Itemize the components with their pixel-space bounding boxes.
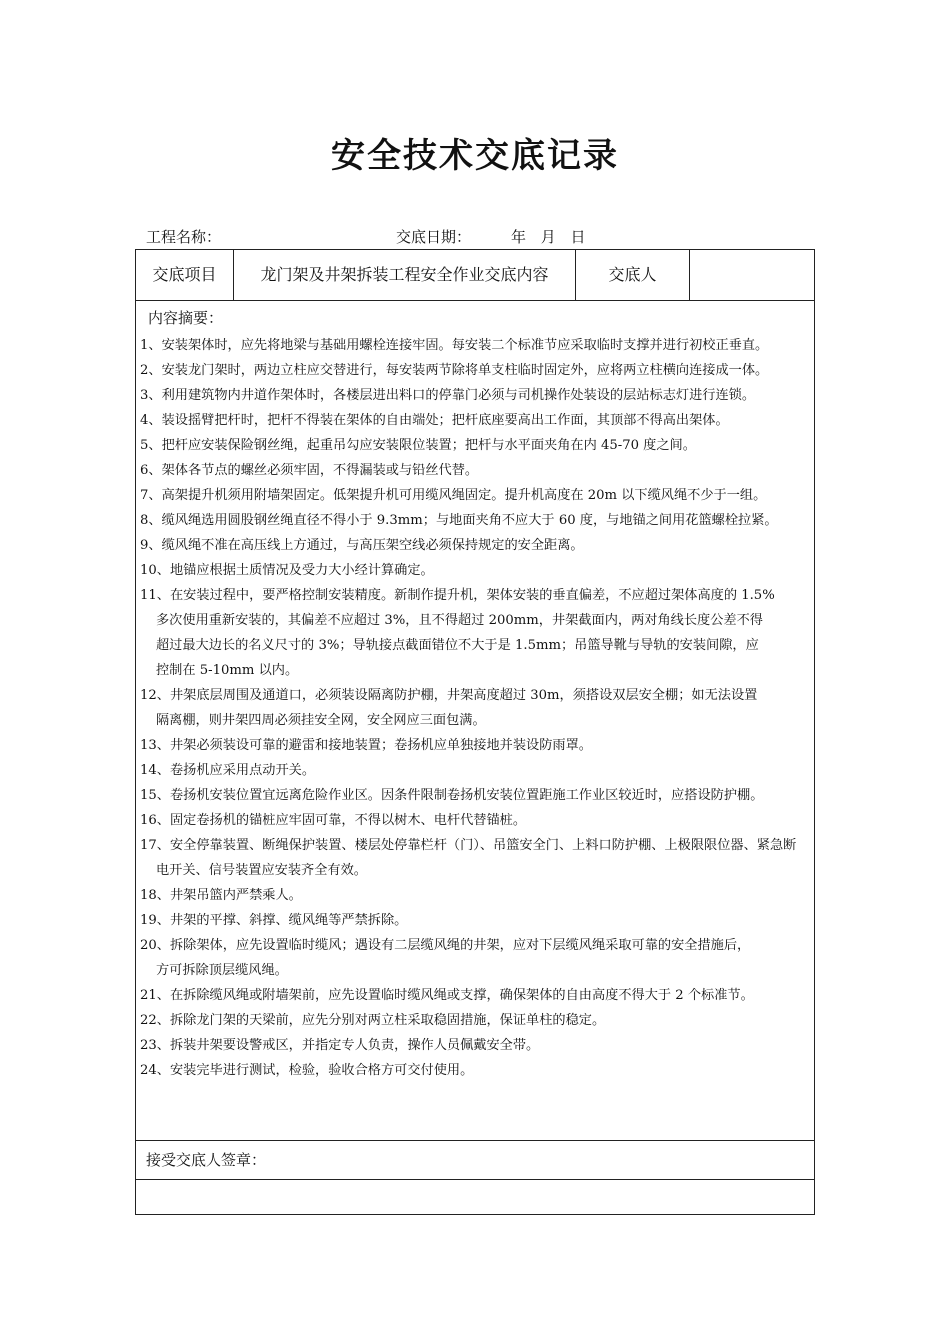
- list-item: [140, 383, 808, 408]
- item-label: 交底项目: [136, 250, 234, 300]
- item-value: 龙门架及井架拆装工程安全作业交底内容: [234, 250, 576, 300]
- list-item: [140, 508, 808, 533]
- list-item: [140, 333, 808, 358]
- list-item-text: 13、井架必须装设可靠的避雷和接地装置；卷扬机应单独接地并装设防雨罩。: [140, 738, 592, 753]
- list-item: [140, 408, 808, 433]
- list-item: [140, 458, 808, 483]
- list-item-text: 8、缆风绳选用圆股钢丝绳直径不得小于 9.3mm；与地面夹角不应大于 60 度，与地锚之间用花篮螺栓拉紧。: [140, 513, 778, 528]
- list-item: [140, 808, 808, 833]
- signature-label: 接受交底人签章：: [146, 1151, 267, 1169]
- list-item: [140, 483, 808, 508]
- list-item-text: 7、高架提升机须用附墙架固定。低架提升机可用缆风绳固定。提升机高度在 20m 以下缆风绳不少于一组。: [140, 488, 767, 503]
- list-item-text: 12、井架底层周围及通道口，必须装设隔离防护棚，井架高度超过 30m，须搭设双层安全棚；如无法设置: [140, 688, 758, 703]
- list-item: [140, 1058, 808, 1083]
- signature-row: [136, 1141, 814, 1180]
- list-item-text: 4、装设摇臂把杆时，把杆不得装在架体的自由端处；把杆底座要高出工作面，其顶部不得高出架体。: [140, 413, 729, 428]
- list-item: [140, 358, 808, 383]
- list-item: [140, 583, 808, 683]
- list-item-text: 6、架体各节点的螺丝必须牢固，不得漏装或与铅丝代替。: [140, 463, 479, 478]
- content-list: [140, 333, 808, 1083]
- list-item: [140, 558, 808, 583]
- list-item-text: 5、把杆应安装保险钢丝绳，起重吊勾应安装限位装置；把杆与水平面夹角在内 45-70 度之间。: [140, 438, 696, 453]
- project-name-label: 工程名称：: [146, 228, 222, 246]
- list-item-text: 23、拆装井架要设警戒区，并指定专人负责，操作人员佩戴安全带。: [140, 1038, 540, 1053]
- list-item: [140, 883, 808, 908]
- list-item-text: 15、卷扬机安装位置宜远离危险作业区。因条件限制卷扬机安装位置距施工作业区较近时，应搭设防护棚。: [140, 788, 764, 803]
- list-item-text: 17、安全停靠装置、断绳保护装置、楼层处停靠栏杆（门）、吊篮安全门、上料口防护棚、上极限限位器、紧急断: [140, 838, 797, 853]
- list-item: [140, 758, 808, 783]
- list-item-text: 18、井架吊篮内严禁乘人。: [140, 888, 302, 903]
- list-item: [140, 783, 808, 808]
- list-item-text: 24、安装完毕进行测试，检验，验收合格方可交付使用。: [140, 1063, 474, 1078]
- list-item-text: 22、拆除龙门架的天梁前，应先分别对两立柱采取稳固措施，保证单柱的稳定。: [140, 1013, 606, 1028]
- list-item-text: 10、地锚应根据土质情况及受力大小经计算确定。: [140, 563, 434, 578]
- document-title: 安全技术交底记录: [331, 136, 619, 176]
- list-item: [140, 933, 808, 983]
- list-item-text: 2、安装龙门架时，两边立柱应交替进行，每安装两节除将单支柱临时固定外，应将两立柱横向连接成一体。: [140, 363, 769, 378]
- list-item: [140, 733, 808, 758]
- list-item-text: 1、安装架体时，应先将地梁与基础用螺栓连接牢固。每安装二个标准节应采取临时支撑并进行初校正垂直。: [140, 338, 769, 353]
- list-item-text: 3、利用建筑物内井道作架体时，各楼层进出料口的停靠门必须与司机操作处装设的层站标志灯进行连锁。: [140, 388, 756, 403]
- list-item-text: 21、在拆除缆风绳或附墙架前，应先设置临时缆风绳或支撑，确保架体的自由高度不得大于 2 个标准节。: [140, 988, 754, 1003]
- content-section: [136, 301, 814, 1141]
- list-item: [140, 533, 808, 558]
- list-item-continuation: 方可拆除顶层缆风绳。: [156, 963, 288, 978]
- list-item-continuation: 隔离棚，则井架四周必须挂安全网，安全网应三面包满。: [156, 713, 486, 728]
- list-item-text: 20、拆除架体，应先设置临时缆风；遇设有二层缆风绳的井架，应对下层缆风绳采取可靠的安全措施后，: [140, 938, 751, 953]
- list-item-text: 19、井架的平撑、斜撑、缆风绳等严禁拆除。: [140, 913, 408, 928]
- meta-line: [146, 226, 826, 248]
- list-item-continuation: 电开关、信号装置应安装齐全有效。: [156, 863, 367, 878]
- list-item: [140, 833, 808, 883]
- list-item-continuation: 超过最大边长的名义尺寸的 3%；导轨接点截面错位不大于是 1.5mm；吊篮导靴与导轨的安装间隙，应: [156, 638, 759, 653]
- list-item: [140, 683, 808, 733]
- list-item: [140, 983, 808, 1008]
- list-item: [140, 433, 808, 458]
- person-value: [690, 250, 814, 300]
- list-item: [140, 1008, 808, 1033]
- summary-label: 内容摘要：: [148, 309, 224, 327]
- list-item: [140, 908, 808, 933]
- list-item-text: 11、在安装过程中，要严格控制安装精度。新制作提升机，架体安装的垂直偏差，不应超过架体高度的 1.5%: [140, 588, 775, 603]
- record-table: [135, 249, 815, 1215]
- list-item: [140, 1033, 808, 1058]
- person-label: 交底人: [576, 250, 690, 300]
- signature-blank: [136, 1179, 814, 1214]
- header-row: [136, 250, 814, 301]
- list-item-text: 9、缆风绳不准在高压线上方通过，与高压架空线必须保持规定的安全距离。: [140, 538, 584, 553]
- list-item-text: 16、固定卷扬机的锚桩应牢固可靠，不得以树木、电杆代替锚桩。: [140, 813, 527, 828]
- list-item-continuation: 多次使用重新安装的，其偏差不应超过 3%，且不得超过 200mm，井架截面内，两对角线长度公差不得: [156, 613, 763, 628]
- list-item-continuation: 控制在 5-10mm 以内。: [156, 663, 299, 678]
- date-label: 交底日期：: [396, 228, 472, 246]
- date-value: 年 月 日: [511, 228, 586, 246]
- list-item-text: 14、卷扬机应采用点动开关。: [140, 763, 316, 778]
